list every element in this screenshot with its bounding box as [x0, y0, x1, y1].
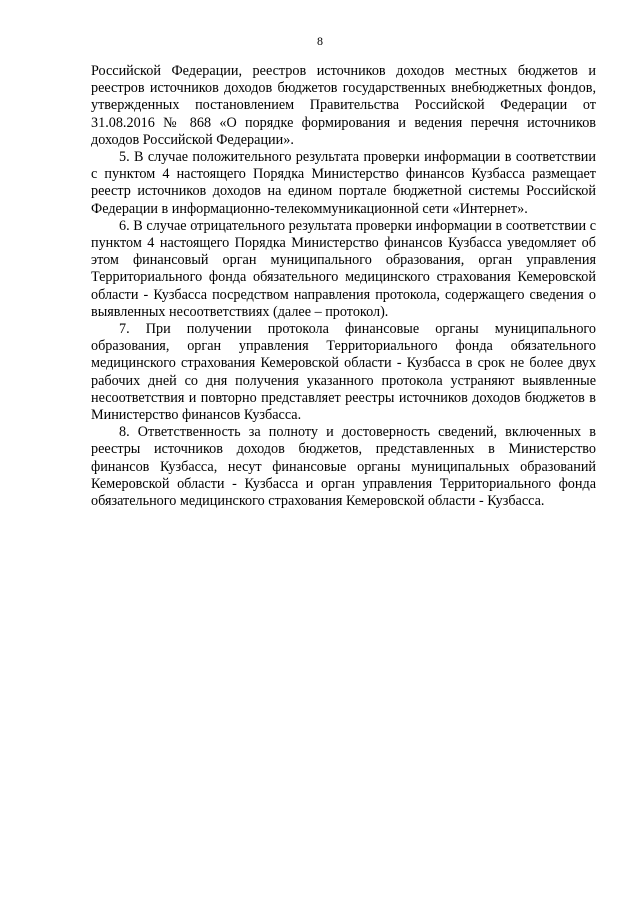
paragraph-item-8: 8. Ответственность за полноту и достоверность сведений, включенных в реестры источников доходов бюджетов, представленных в Министерство финансов Кузбасса, несут финансовые органы муниципальных образований Кемеровской области - Кузбасса и орган управления Территориального фонда обязательного медицинского страхования Кемеровской области - Кузбасса.: [91, 424, 596, 510]
paragraph-item-7: 7. При получении протокола финансовые органы муниципального образования, орган управления Территориального фонда обязательного медицинского страхования Кемеровской области - Кузбасса в срок не более двух рабочих дней со дня получения указанного протокола устраняют выявленные несоответствия и повторно представляет реестры источников доходов бюджетов в Министерство финансов Кузбасса.: [91, 321, 596, 424]
paragraph-item-6: 6. В случае отрицательного результата проверки информации в соответствии с пунктом 4 настоящего Порядка Министерство финансов Кузбасса уведомляет об этом финансовый орган муниципального образования, орган управления Территориального фонда обязательного медицинского страхования Кемеровской области - Кузбасса посредством направления протокола, содержащего сведения о выявленных несоответствиях (далее – протокол).: [91, 217, 596, 320]
document-body: [91, 63, 596, 510]
paragraph-continuation: Российской Федерации, реестров источников доходов местных бюджетов и реестров источников доходов бюджетов государственных внебюджетных фондов, утвержденных постановлением Правительства Российской Федерации от 31.08.2016 № 868 «О порядке формирования и ведения перечня источников доходов Российской Федерации».: [91, 63, 596, 148]
paragraph-item-5: 5. В случае положительного результата проверки информации в соответствии с пунктом 4 настоящего Порядка Министерство финансов Кузбасса размещает реестр источников доходов на едином портале бюджетной системы Российской Федерации в информационно-телекоммуникационной сети «Интернет».: [91, 149, 596, 217]
page-number: 8: [317, 34, 323, 48]
